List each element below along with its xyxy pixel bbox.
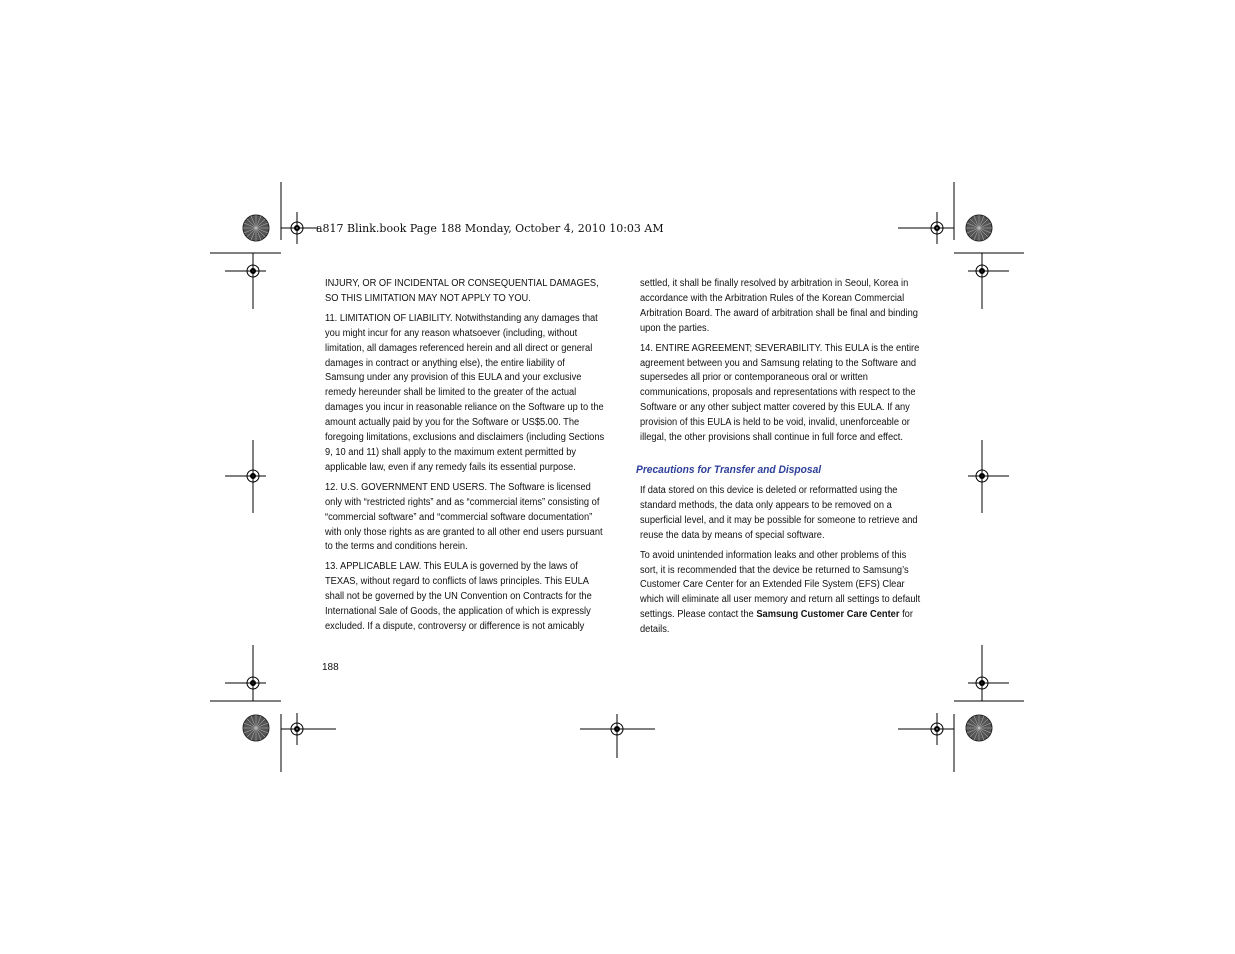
paragraph: INJURY, OR OF INCIDENTAL OR CONSEQUENTIAL DAMAGES, SO THIS LIMITATION MAY NOT APPLY TO YOU.: [325, 278, 599, 304]
page-number: 188: [322, 662, 339, 673]
right-column-bottom: [640, 484, 921, 643]
left-column: [325, 277, 606, 640]
bold-text: Samsung Customer Care Center: [756, 609, 900, 621]
starburst-mark: [966, 715, 992, 741]
paragraph-text: for details.: [640, 609, 913, 636]
paragraph: 12. U.S. GOVERNMENT END USERS. The Software is licensed only with “restricted rights” and as “commercial items” consisting of “commercial software” and “commercial software documentation” with only those rights as are granted to all other end users pursuant to the terms and conditions herein.: [325, 481, 603, 553]
starburst-mark: [243, 715, 269, 741]
paragraph: 13. APPLICABLE LAW. This EULA is governed by the laws of TEXAS, without regard to conflicts of laws principles. This EULA shall not be governed by the UN Convention on Contracts for the International Sale of Goods, the application of which is expressly excluded. If a dispute, controversy or difference is not amicably: [325, 561, 592, 632]
section-heading: Precautions for Transfer and Disposal: [636, 464, 822, 476]
paragraph: If data stored on this device is deleted or reformatted using the standard methods, the data only appears to be removed on a superficial level, and it may be possible for someone to retrieve and reuse the data by means of special software.: [640, 485, 918, 541]
paragraph: 14. ENTIRE AGREEMENT; SEVERABILITY. This EULA is the entire agreement between you and Samsung relating to the Software and supersedes all prior or contemporaneous oral or written communications, proposals and representations with respect to the Software or any other subject matter covered by this EULA. If any provision of this EULA is held to be void, invalid, unenforceable or illegal, the other provisions shall continue in full force and effect.: [640, 342, 920, 444]
paragraph: [640, 549, 921, 638]
right-column-top: [640, 277, 921, 451]
starburst-mark: [966, 215, 992, 241]
paragraph: settled, it shall be finally resolved by arbitration in Seoul, Korea in accordance with the Arbitration Rules of the Korean Commercial Arbitration Board. The award of arbitration shall be final and binding upon the parties.: [640, 278, 918, 334]
paragraph: 11. LIMITATION OF LIABILITY. Notwithstanding any damages that you might incur for any reason whatsoever (including, without limitation, all damages referenced herein and all direct or general damages in contract or anything else), the entire liability of Samsung under any provision of this EULA and your exclusive remedy hereunder shall be limited to the greater of the actual damages you incur in reasonable reliance on the Software up to the amount actually paid by you for the Software or US$5.00. The foregoing limitations, exclusions and disclaimers (including Sections 9, 10 and 11) shall apply to the maximum extent permitted by applicable law, even if any remedy fails its essential purpose.: [325, 312, 605, 473]
paragraph-text: To avoid unintended information leaks and other problems of this sort, it is recommended that the device be returned to Samsung’s Customer Care Center for an Extended File System (EFS) Clear which will eliminate all user memory and return all settings to default settings. Please contact the: [640, 549, 921, 621]
starburst-mark: [243, 215, 269, 241]
print-slug-header: a817 Blink.book Page 188 Monday, October 4, 2010 10:03 AM: [316, 222, 664, 235]
